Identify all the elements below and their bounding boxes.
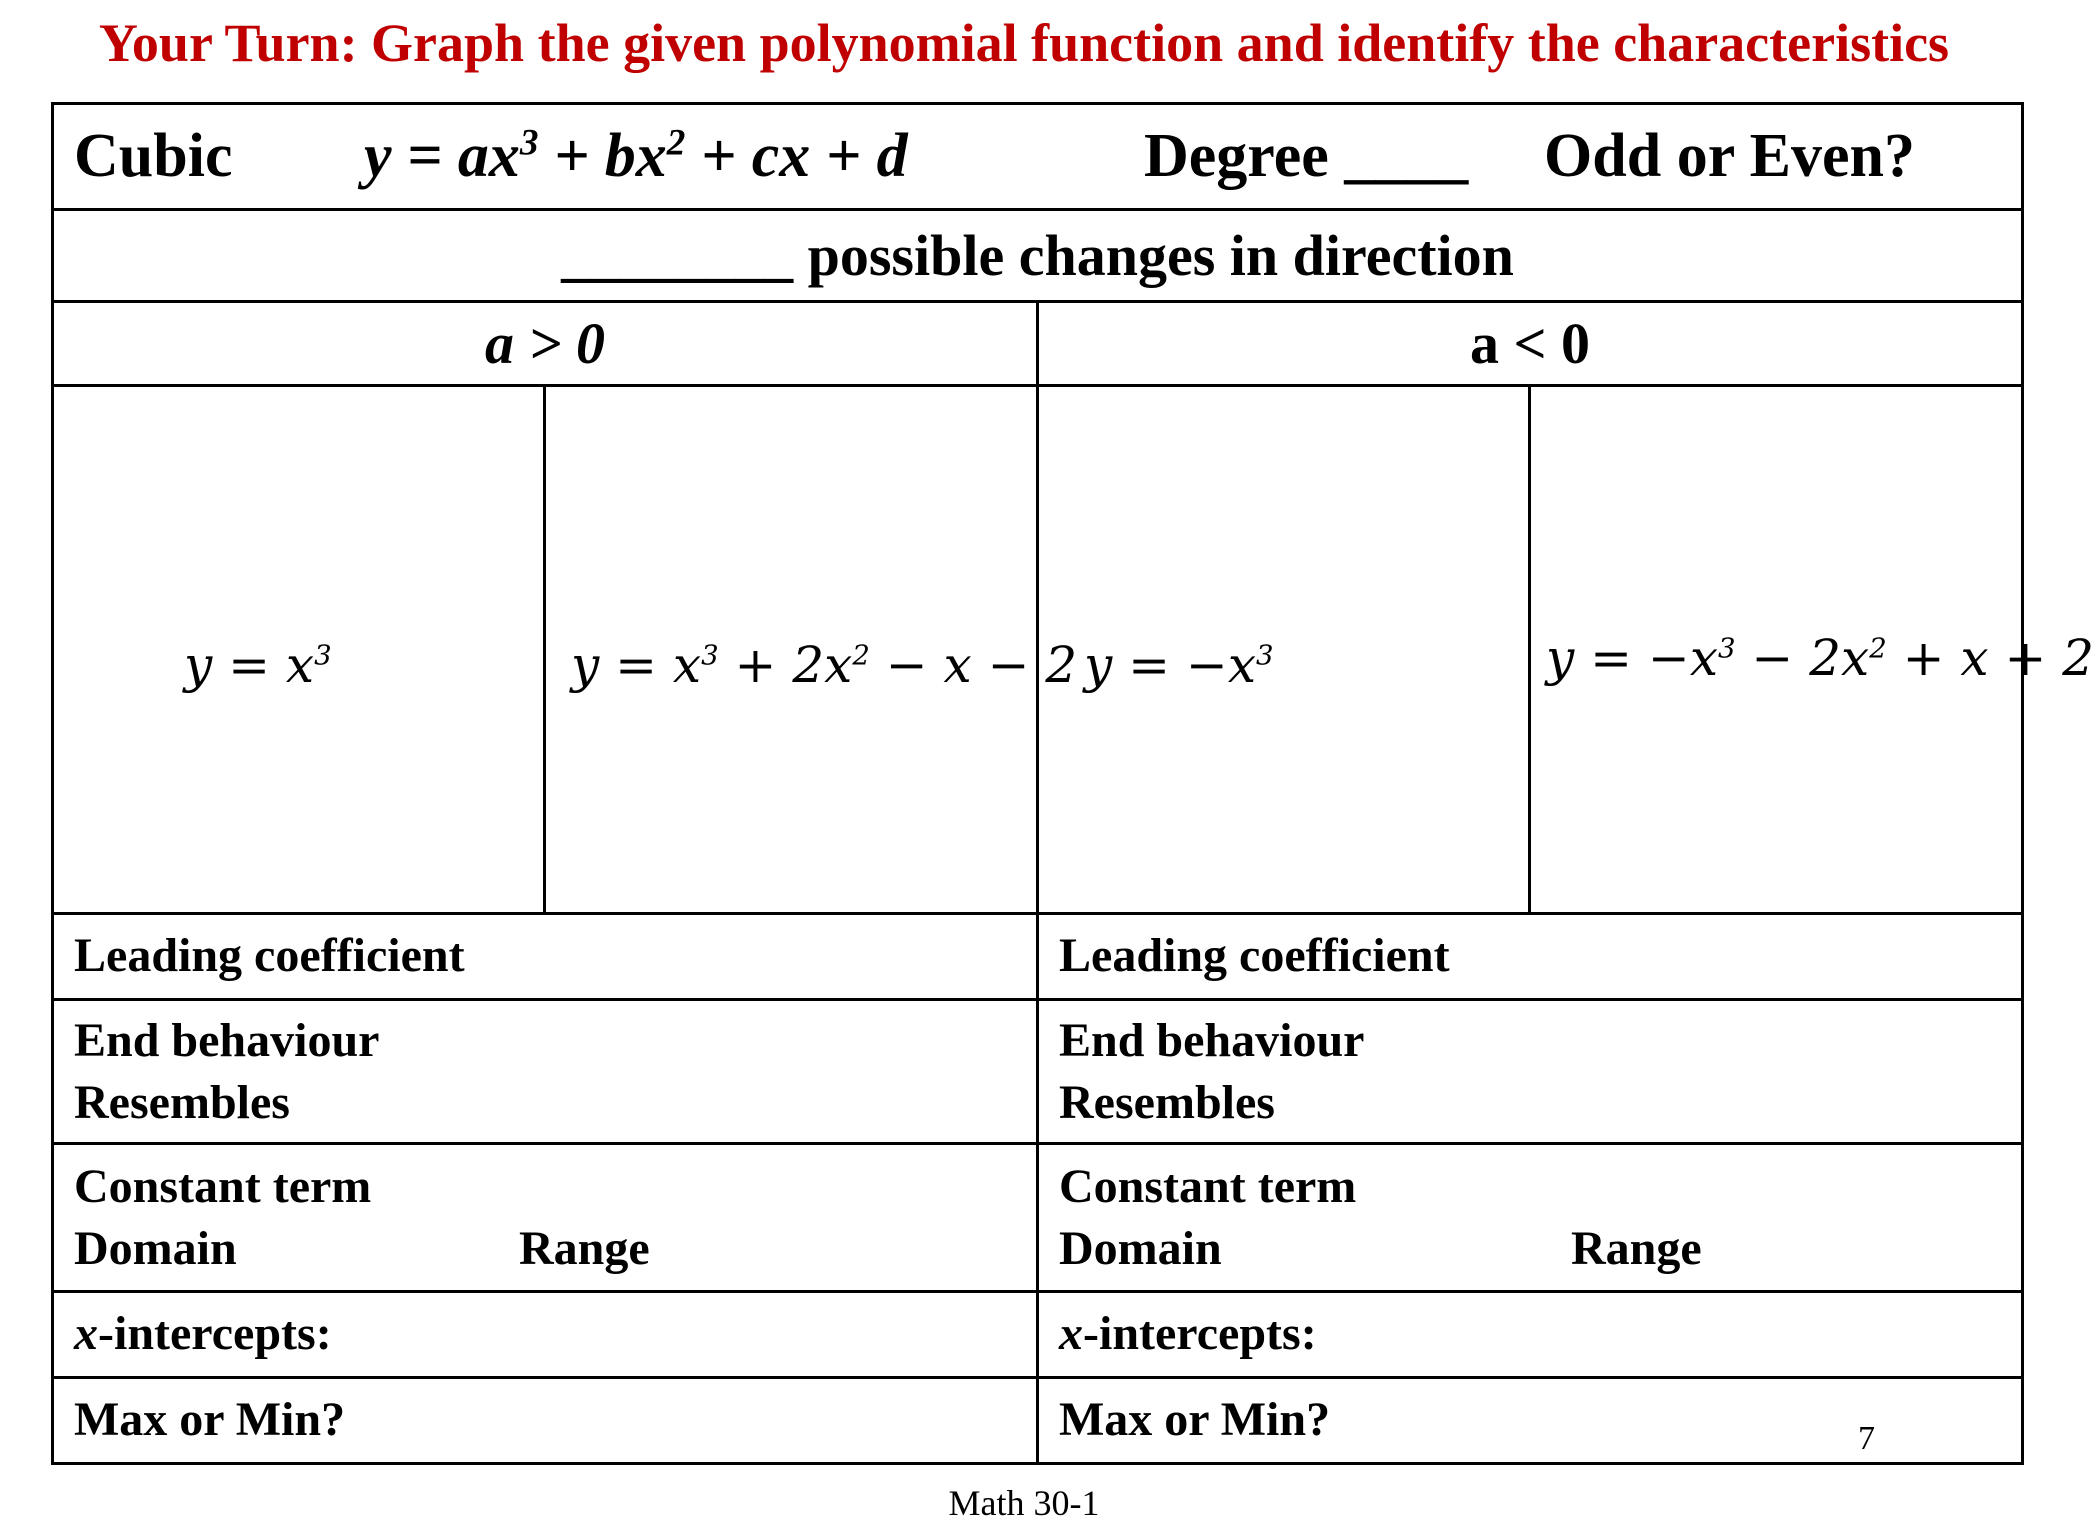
changes-in-direction-label: ________ possible changes in direction [53, 210, 2023, 302]
characteristics-table [51, 102, 2094, 1465]
worksheet-title: Your Turn: Graph the given polynomial function and identify the characteristics [98, 13, 1950, 73]
general-equation: $y = ax^3 + bx^2$ + cx + d [364, 122, 908, 190]
leading-coefficient-left[interactable]: Leading coefficient [53, 914, 1038, 1000]
end-behaviour-right[interactable] [1038, 1000, 2023, 1144]
constant-term-label: Constant term [1059, 1159, 1357, 1213]
resembles-label: Resembles [74, 1075, 290, 1129]
constant-term-label: Constant term [74, 1159, 372, 1213]
max-min-left[interactable] [53, 1378, 1038, 1464]
cubic-label: Cubic [74, 122, 233, 190]
end-behaviour-left[interactable] [53, 1000, 1038, 1144]
odd-even-label: Odd or Even? [1544, 122, 1915, 190]
range-label: Range [1571, 1221, 1702, 1275]
sign-row [53, 302, 2023, 386]
end-behaviour-label: End behaviour [74, 1013, 380, 1067]
function-label-4: $y = -x^3 - 2x^2 + x + 2$ [1546, 628, 2094, 687]
x-intercepts-label: x-intercepts: [1059, 1307, 1317, 1361]
graph-row [53, 386, 2023, 914]
x-intercepts-row [53, 1292, 2023, 1378]
x-intercepts-left[interactable] [53, 1292, 1038, 1378]
function-label-3: $y = -x^3$ [1084, 635, 1274, 694]
header-row [53, 104, 2023, 210]
a-positive-header: a > 0 [53, 302, 1038, 386]
graph-cell-1[interactable] [53, 386, 545, 914]
end-behaviour-label: End behaviour [1059, 1013, 1365, 1067]
domain-label: Domain [74, 1221, 237, 1275]
domain-label: Domain [1059, 1221, 1222, 1275]
constant-term-row [53, 1144, 2023, 1292]
end-behaviour-row [53, 1000, 2023, 1144]
function-label-2: $y = x^3 + 2x^2 - x - 2$ [571, 635, 1078, 694]
constant-term-left[interactable] [53, 1144, 1038, 1292]
header-cell [53, 104, 2023, 210]
a-negative-header: a < 0 [1038, 302, 2023, 386]
degree-label: Degree ____ [1144, 122, 1469, 190]
max-min-label: Max or Min? [74, 1393, 346, 1447]
graph-cell-3[interactable] [1038, 386, 1530, 914]
page-number: 7 [1858, 1420, 1875, 1457]
function-label-1: $y = x^3$ [184, 635, 332, 694]
footer-course-label: Math 30-1 [948, 1483, 1100, 1523]
resembles-label: Resembles [1059, 1075, 1275, 1129]
max-min-row [53, 1378, 2023, 1464]
x-intercepts-label: x-intercepts: [74, 1307, 332, 1361]
graph-cell-4[interactable] [1530, 386, 2094, 914]
x-intercepts-right[interactable] [1038, 1292, 2023, 1378]
max-min-label: Max or Min? [1059, 1393, 1331, 1447]
leading-coefficient-right[interactable]: Leading coefficient [1038, 914, 2023, 1000]
leading-coefficient-row [53, 914, 2023, 1000]
changes-row [53, 210, 2023, 302]
graph-cell-2[interactable] [545, 386, 1078, 914]
range-label: Range [519, 1221, 650, 1275]
constant-term-right[interactable] [1038, 1144, 2023, 1292]
